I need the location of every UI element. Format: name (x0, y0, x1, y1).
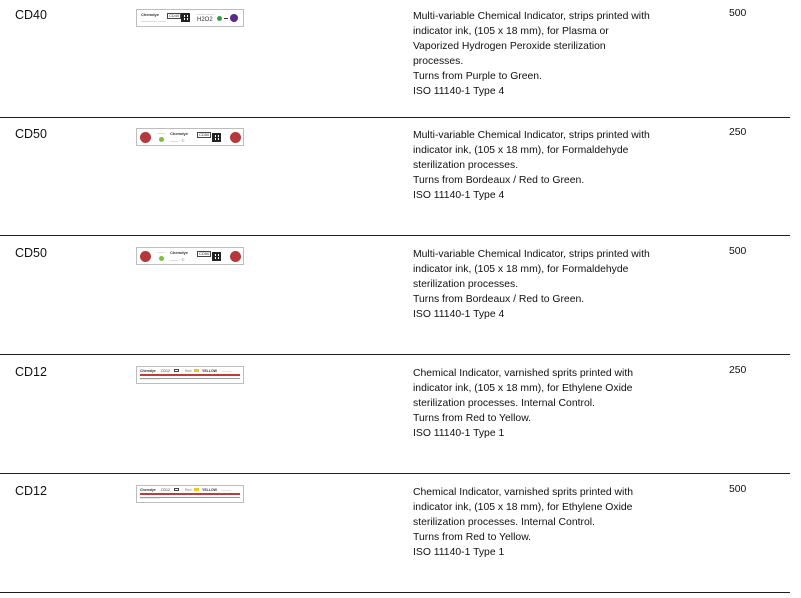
description-line: Multi-variable Chemical Indicator, strips printed with (413, 11, 650, 22)
description-line: Vaporized Hydrogen Peroxide sterilization (413, 41, 606, 52)
description-line: sterilization processes. Internal Control. (413, 517, 595, 528)
description-line: Chemical Indicator, varnished sprits printed with (413, 368, 634, 379)
description-line: ISO 11140-1 Type 1 (413, 547, 505, 558)
description-line: indicator ink, (105 x 18 mm), for Formaldehyde (413, 145, 629, 156)
description-line: Multi-variable Chemical Indicator, strips printed with (413, 249, 650, 260)
strip-brand: Chemdye (170, 250, 189, 255)
indicator-strip-image: Chemdye CD12 Red YELLOW ——— —— —— —— (136, 366, 244, 384)
strip-yellow-label: YELLOW (202, 369, 217, 373)
product-quantity: 250 (729, 127, 747, 138)
strip-code: CD40 (169, 13, 180, 18)
product-quantity: 250 (729, 365, 747, 376)
strip-code: CD12 (161, 488, 170, 492)
strip-yellow-label: YELLOW (202, 488, 217, 492)
green-dot-icon (217, 16, 222, 21)
strip-code: CD50 (199, 251, 210, 256)
description-line: sterilization processes. Internal Control. (413, 398, 595, 409)
product-row (0, 476, 801, 595)
description-line: Turns from Red to Yellow. (413, 413, 532, 424)
symbol-icon (174, 488, 179, 491)
green-dot-icon (159, 137, 164, 142)
description-line: indicator ink, (105 x 18 mm), for Ethylene Oxide (413, 502, 633, 513)
red-dot-icon (140, 132, 151, 143)
indicator-strip-image: —— Chemdye CD50 —— · © (136, 128, 244, 146)
product-description (413, 485, 673, 560)
product-description (413, 247, 673, 322)
yellow-swatch-icon (194, 369, 199, 372)
description-line: sterilization processes. (413, 279, 519, 290)
description-line: ISO 11140-1 Type 1 (413, 428, 505, 439)
indicator-strip-image: —— Chemdye CD50 —— · © (136, 247, 244, 265)
product-description (413, 9, 673, 99)
description-line: Multi-variable Chemical Indicator, strips printed with (413, 130, 650, 141)
product-code: CD12 (15, 365, 47, 379)
qr-code-icon (212, 252, 221, 261)
indicator-strip-image: Chemdye CD40 ———— —— H2O2 —— —— (136, 9, 244, 27)
product-code: CD40 (15, 8, 47, 22)
description-line: ISO 11140-1 Type 4 (413, 309, 505, 320)
symbol-icon (174, 369, 179, 372)
product-code: CD50 (15, 246, 47, 260)
product-description (413, 366, 673, 441)
row-divider (0, 354, 790, 355)
strip-formula: H2O2 (197, 17, 213, 23)
description-line: Chemical Indicator, varnished sprits printed with (413, 487, 634, 498)
product-description (413, 128, 673, 203)
red-bar-icon (140, 374, 240, 376)
product-row (0, 119, 801, 238)
yellow-swatch-icon (194, 488, 199, 491)
strip-brand: Chemdye (141, 12, 160, 17)
description-line: Turns from Red to Yellow. (413, 532, 532, 543)
strip-code: CD12 (161, 369, 170, 373)
product-code: CD12 (15, 484, 47, 498)
description-line: Turns from Bordeaux / Red to Green. (413, 175, 585, 186)
product-quantity: 500 (729, 246, 747, 257)
product-row (0, 238, 801, 357)
description-line: Turns from Purple to Green. (413, 71, 542, 82)
red-dot-icon (140, 251, 151, 262)
description-line: ISO 11140-1 Type 4 (413, 190, 505, 201)
qr-code-icon (181, 13, 190, 22)
red-dot-icon (230, 132, 241, 143)
green-dot-icon (159, 256, 164, 261)
description-line: ISO 11140-1 Type 4 (413, 86, 505, 97)
row-divider (0, 592, 790, 593)
product-quantity: 500 (729, 8, 747, 19)
product-row (0, 357, 801, 476)
strip-brand: Chemdye (170, 131, 189, 136)
strip-brand: Chemdye (140, 369, 156, 373)
indicator-strip-image: Chemdye CD12 Red YELLOW ——— —— —— —— (136, 485, 244, 503)
row-divider (0, 473, 790, 474)
product-row (0, 0, 801, 119)
description-line: indicator ink, (105 x 18 mm), for Formaldehyde (413, 264, 629, 275)
description-line: sterilization processes. (413, 160, 519, 171)
description-line: Turns from Bordeaux / Red to Green. (413, 294, 585, 305)
qr-code-icon (212, 133, 221, 142)
red-dot-icon (230, 251, 241, 262)
red-bar-icon (140, 493, 240, 495)
description-line: indicator ink, (105 x 18 mm), for Ethylene Oxide (413, 383, 633, 394)
description-line: indicator ink, (105 x 18 mm), for Plasma or (413, 26, 609, 37)
description-line: processes. (413, 56, 464, 67)
product-quantity: 500 (729, 484, 747, 495)
strip-code: CD50 (199, 132, 210, 137)
product-code: CD50 (15, 127, 47, 141)
row-divider (0, 117, 790, 118)
purple-dot-icon (230, 14, 238, 22)
row-divider (0, 235, 790, 236)
strip-brand: Chemdye (140, 488, 156, 492)
